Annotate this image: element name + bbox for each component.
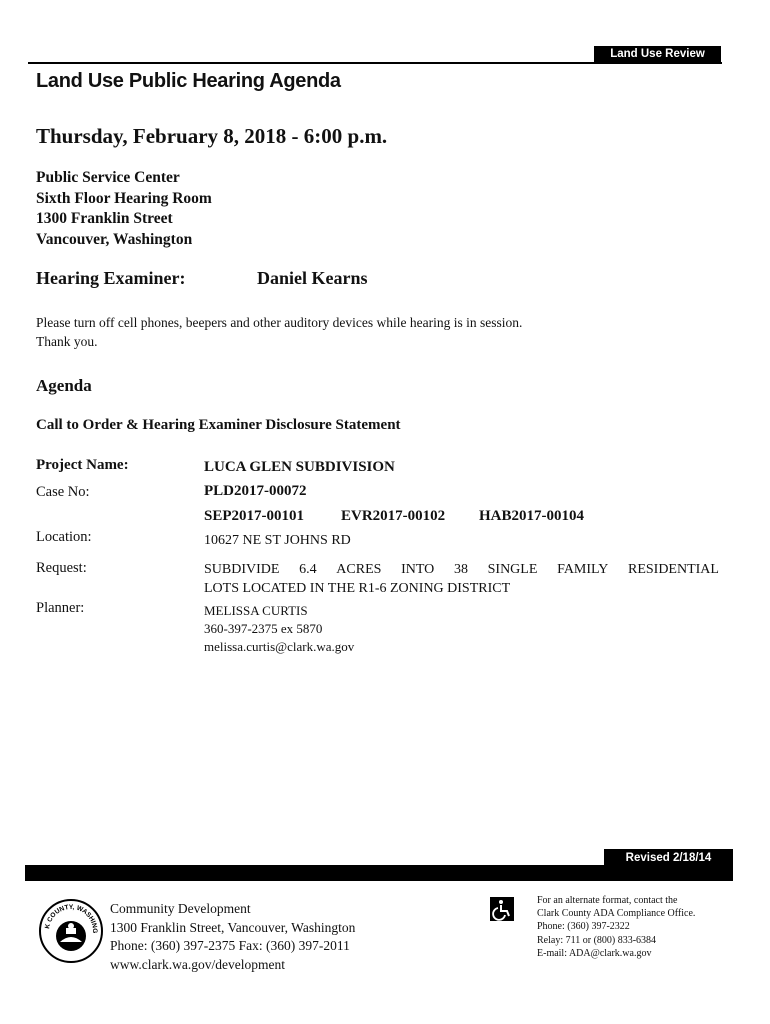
- header-rule: [28, 62, 722, 64]
- county-seal-icon: [38, 898, 104, 964]
- dept-phone: Phone: (360) 397-2375 Fax: (360) 397-2011: [110, 938, 350, 953]
- dept-address: 1300 Franklin Street, Vancouver, Washington: [110, 919, 356, 935]
- request-word: SINGLE: [487, 562, 538, 577]
- ada-line: For an alternate format, contact the: [537, 895, 678, 906]
- venue-line: Public Service Center: [36, 169, 180, 186]
- ada-contact: [537, 894, 695, 960]
- related-case: SEP2017-00101: [204, 508, 305, 524]
- request-label: Request:: [36, 560, 87, 576]
- venue-line: Sixth Floor Hearing Room: [36, 189, 212, 207]
- ada-line: Clark County ADA Compliance Office.: [537, 908, 696, 920]
- page-title: Land Use Public Hearing Agenda: [36, 70, 341, 92]
- planner-name: MELISSA CURTIS: [204, 603, 308, 618]
- notice-line: Thank you.: [36, 334, 98, 349]
- examiner-name: Daniel Kearns: [257, 268, 368, 288]
- venue-line: 1300 Franklin Street: [36, 210, 173, 227]
- case-label: Case No:: [36, 484, 90, 500]
- footer-bar: [25, 865, 733, 881]
- related-case: EVR2017-00102: [341, 508, 446, 524]
- meeting-date: Thursday, February 8, 2018 - 6:00 p.m.: [36, 124, 388, 148]
- ada-line[interactable]: E-mail: ADA@clark.wa.gov: [537, 947, 652, 959]
- request-line: LOTS LOCATED IN THE R1-6 ZONING DISTRICT: [204, 581, 511, 596]
- location-label: Location:: [36, 529, 92, 545]
- notice: [36, 313, 522, 351]
- agenda-heading: Agenda: [36, 376, 92, 395]
- wheelchair-icon: [490, 897, 514, 921]
- venue-line: Vancouver, Washington: [36, 230, 193, 248]
- related-case: HAB2017-00104: [479, 508, 584, 524]
- venue-block: [36, 168, 212, 250]
- dept-name: Community Development: [110, 901, 251, 916]
- request-word: 38: [453, 562, 468, 577]
- case-number: PLD2017-00072: [204, 483, 307, 499]
- ada-line: Phone: (360) 397-2322: [537, 921, 630, 933]
- planner-email[interactable]: melissa.curtis@clark.wa.gov: [204, 639, 355, 654]
- planner-phone: 360-397-2375 ex 5870: [204, 621, 323, 636]
- contact-block: [110, 900, 355, 974]
- dept-website[interactable]: www.clark.wa.gov/development: [110, 956, 285, 972]
- request-word: 6.4: [299, 562, 317, 577]
- section-tab: Land Use Review: [594, 46, 721, 62]
- planner-block: [204, 602, 354, 656]
- project-name: LUCA GLEN SUBDIVISION: [204, 459, 395, 475]
- examiner-label: Hearing Examiner:: [36, 268, 186, 288]
- revised-tab: Revised 2/18/14: [604, 849, 733, 867]
- request-word: SUBDIVIDE: [204, 562, 280, 577]
- seal-text: K COUNTY, WASHING: [44, 903, 99, 934]
- request-word: FAMILY: [557, 562, 609, 577]
- request-word: INTO: [401, 562, 435, 577]
- project-name-label: Project Name:: [36, 457, 129, 473]
- call-to-order: Call to Order & Hearing Examiner Disclosure Statement: [36, 417, 401, 433]
- notice-line: Please turn off cell phones, beepers and other auditory devices while hearing is in session.: [36, 315, 523, 330]
- location-value: 10627 NE ST JOHNS RD: [204, 533, 351, 548]
- request-word: ACRES: [336, 562, 382, 577]
- request-value: [204, 560, 719, 598]
- request-word: RESIDENTIAL: [627, 562, 719, 577]
- request-line: [204, 560, 719, 579]
- ada-line: Relay: 711 or (800) 833-6384: [537, 934, 657, 946]
- planner-label: Planner:: [36, 600, 85, 616]
